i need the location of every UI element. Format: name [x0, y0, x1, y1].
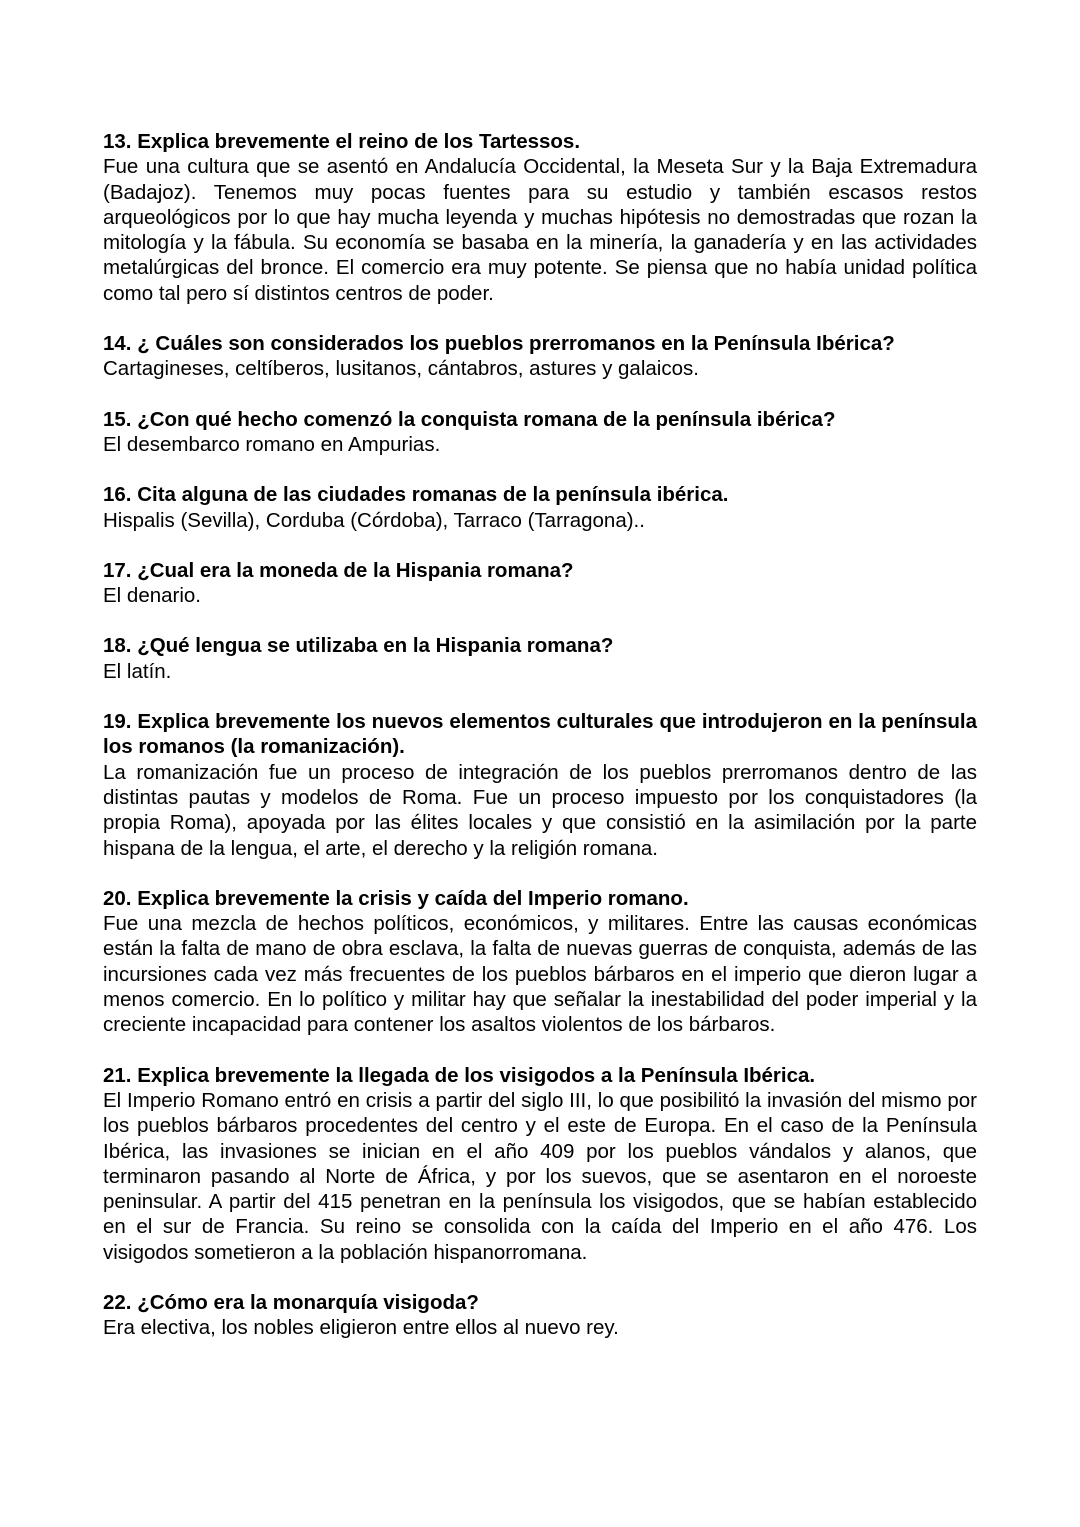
- qa-item-17: [103, 558, 977, 609]
- answer-text: El denario.: [103, 584, 202, 608]
- question-heading: 14. ¿ Cuáles son considerados los pueblos prerromanos en la Península Ibérica?: [103, 332, 895, 356]
- answer-text: Cartagineses, celtíberos, lusitanos, cántabros, astures y galaicos.: [103, 357, 699, 381]
- answer-text: Hispalis (Sevilla), Corduba (Córdoba), Tarraco (Tarragona)..: [103, 508, 645, 532]
- answer-text: El latín.: [103, 659, 172, 683]
- question-heading: 18. ¿Qué lengua se utilizaba en la Hispania romana?: [103, 634, 614, 658]
- qa-item-13: [103, 129, 977, 306]
- qa-item-19: [103, 709, 977, 861]
- qa-item-21: [103, 1063, 977, 1265]
- question-heading: 17. ¿Cual era la moneda de la Hispania romana?: [103, 558, 574, 582]
- qa-item-14: [103, 331, 977, 382]
- answer-text: Fue una mezcla de hechos políticos, económicos, y militares. Entre las causas económicas están la falta de mano de obra esclava, la falta de nuevas guerras de conquista, además de las incursiones cada vez más frecuentes de los pueblos bárbaros en el imperio que dieron lugar a menos comercio. En lo político y militar hay que señalar la inestabilidad del poder imperial y la creciente incapacidad para contener los asaltos violentos de los bárbaros.: [103, 912, 977, 1037]
- question-heading: 21. Explica brevemente la llegada de los visigodos a la Península Ibérica.: [103, 1063, 816, 1087]
- document-page: [103, 129, 977, 1366]
- answer-text: El Imperio Romano entró en crisis a partir del siglo III, lo que posibilitó la invasión del mismo por los pueblos bárbaros procedentes del centro y el este de Europa. En el caso de la Península Ibérica, las invasiones se inician en el año 409 por los pueblos vándalos y alanos, que terminaron pasando al Norte de África, y por los suevos, que se asentaron en el noroeste peninsular. A partir del 415 penetran en la península los visigodos, que se habían establecido en el sur de Francia. Su reino se consolida con la caída del Imperio en el año 476. Los visigodos sometieron a la población hispanorromana.: [103, 1088, 977, 1264]
- qa-item-20: [103, 886, 977, 1038]
- answer-text: Fue una cultura que se asentó en Andalucía Occidental, la Meseta Sur y la Baja Extremadura (Badajoz). Tenemos muy pocas fuentes para su estudio y también escasos restos arqueológicos por lo que hay mucha leyenda y muchas hipótesis no demostradas que rozan la mitología y la fábula. Su economía se basaba en la minería, la ganadería y en las actividades metalúrgicas del bronce. El comercio era muy potente. Se piensa que no había unidad política como tal pero sí distintos centros de poder.: [103, 155, 977, 305]
- question-heading: 16. Cita alguna de las ciudades romanas de la península ibérica.: [103, 483, 729, 507]
- question-heading: 22. ¿Cómo era la monarquía visigoda?: [103, 1290, 479, 1314]
- question-heading: 19. Explica brevemente los nuevos elementos culturales que introdujeron en la península los romanos (la romanización).: [103, 710, 977, 759]
- question-heading: 13. Explica brevemente el reino de los Tartessos.: [103, 130, 581, 153]
- qa-item-18: [103, 633, 977, 684]
- qa-item-15: [103, 407, 977, 458]
- qa-item-22: [103, 1290, 977, 1341]
- answer-text: La romanización fue un proceso de integración de los pueblos prerromanos dentro de las distintas pautas y modelos de Roma. Fue un proceso impuesto por los conquistadores (la propia Roma), apoyada por las élites locales y que consistió en la asimilación por la parte hispana de la lengua, el arte, el derecho y la religión romana.: [103, 760, 977, 860]
- answer-text: Era electiva, los nobles eligieron entre ellos al nuevo rey.: [103, 1316, 619, 1340]
- qa-item-16: [103, 482, 977, 533]
- question-heading: 15. ¿Con qué hecho comenzó la conquista romana de la península ibérica?: [103, 407, 836, 431]
- question-heading: 20. Explica brevemente la crisis y caída del Imperio romano.: [103, 886, 689, 910]
- answer-text: El desembarco romano en Ampurias.: [103, 432, 441, 456]
